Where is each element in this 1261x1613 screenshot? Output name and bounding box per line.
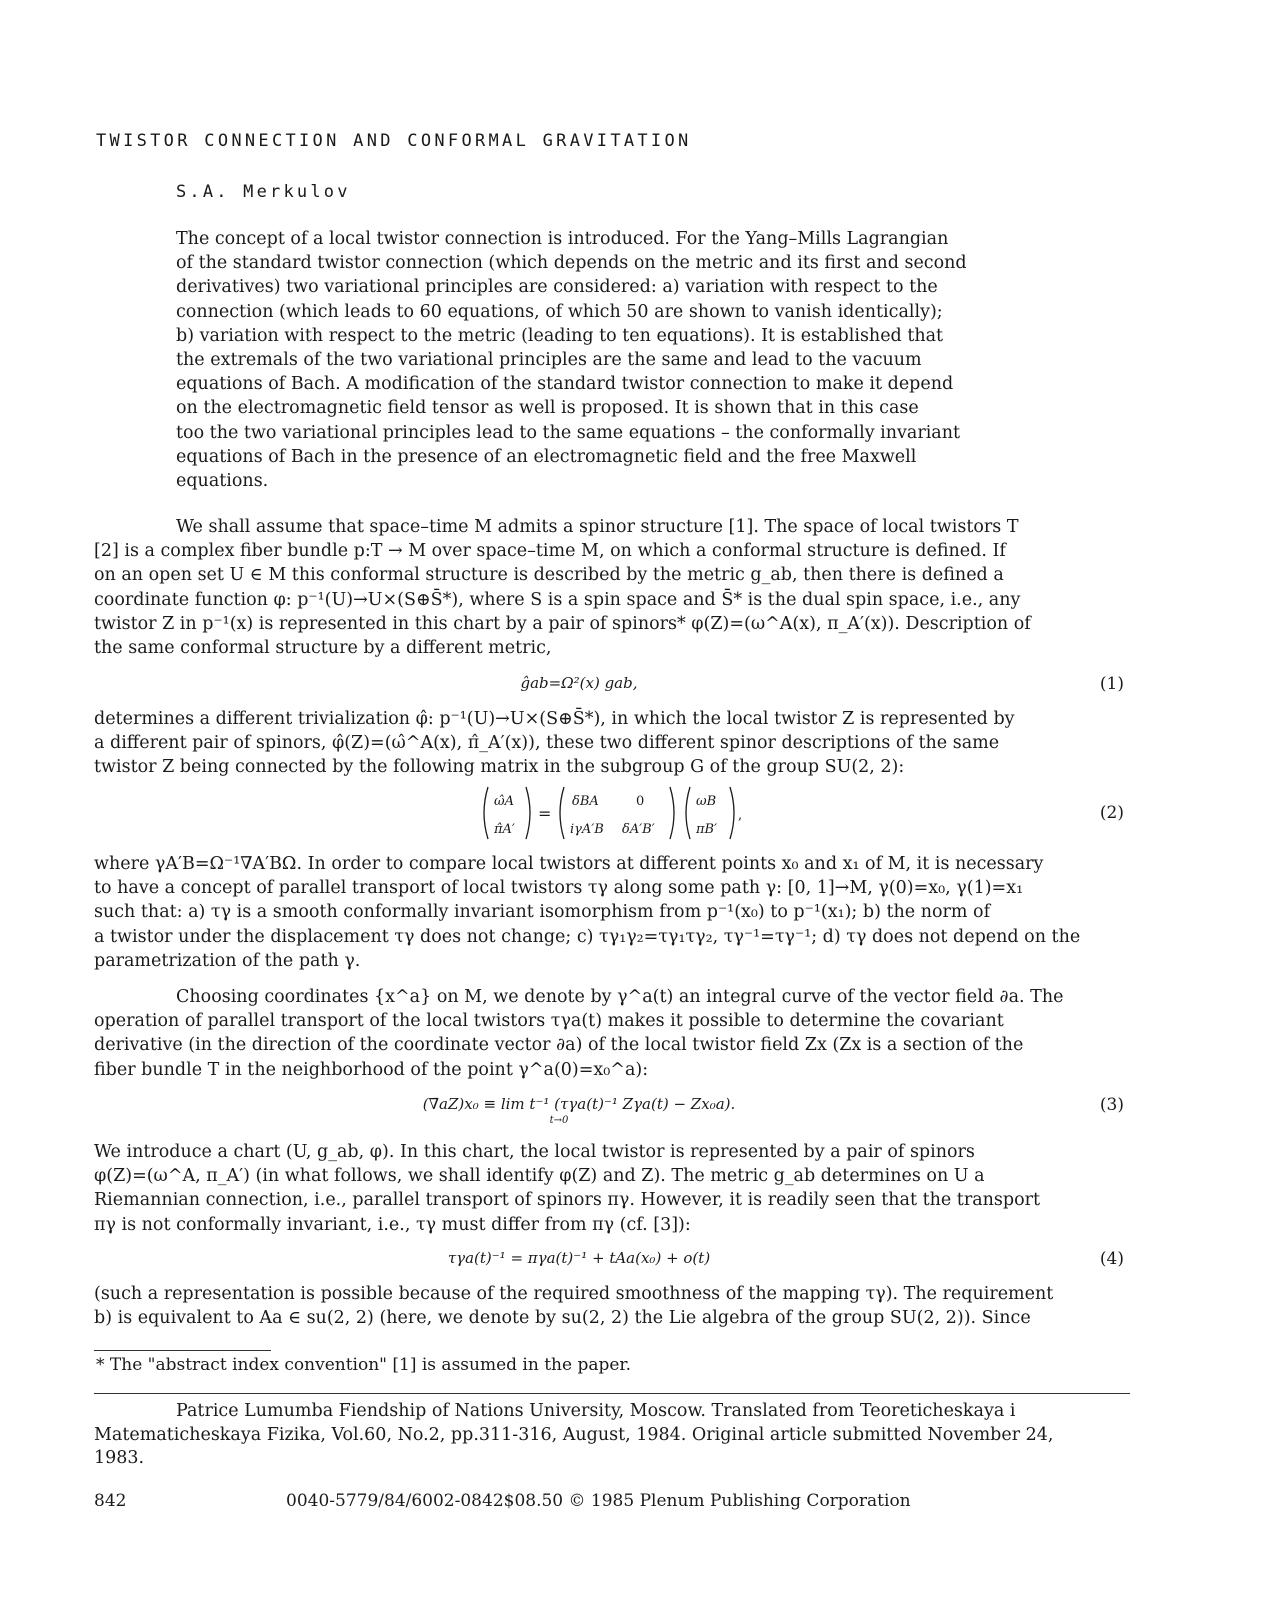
- body-line: the same conformal structure by a different metric,: [94, 637, 552, 658]
- page-number: 842: [94, 1491, 127, 1511]
- abstract-line: too the two variational principles lead to the same equations – the conformally invariant: [176, 422, 961, 443]
- eq2-m12: 0: [636, 794, 645, 809]
- equation-4-number: (4): [1099, 1249, 1124, 1269]
- eq2-rhs-bottom: πB′: [696, 822, 718, 837]
- paragraph-2: [94, 707, 1134, 780]
- eq2-m11: δBA: [572, 794, 599, 809]
- author-name: S.A. Merkulov: [176, 182, 351, 202]
- paper-title: TWISTOR CONNECTION AND CONFORMAL GRAVITATION: [96, 131, 692, 151]
- body-line: to have a concept of parallel transport of local twistors τγ along some path γ: [0, 1]→M, γ(0)=x₀, γ(1)=x₁: [94, 878, 1024, 899]
- equation-2-number: (2): [1099, 803, 1124, 823]
- svg-text:=: =: [538, 804, 552, 823]
- equation-3-number: (3): [1099, 1095, 1124, 1115]
- affiliation-divider: [94, 1393, 1130, 1394]
- abstract: [176, 227, 1016, 493]
- body-line: b) is equivalent to Aa ∈ su(2, 2) (here, we denote by su(2, 2) the Lie algebra of the group SU(2, 2)). Since: [94, 1308, 1031, 1329]
- abstract-line: The concept of a local twistor connection is introduced. For the Yang–Mills Lagrangian: [176, 229, 949, 249]
- body-line: πγ is not conformally invariant, i.e., τγ must differ from πγ (cf. [3]):: [94, 1214, 691, 1235]
- body-line: derivative (in the direction of the coordinate vector ∂a) of the local twistor field Zx (Zx is a section of the: [94, 1035, 1024, 1056]
- footnote-divider: [94, 1350, 271, 1351]
- equation-4: [94, 1249, 1124, 1271]
- abstract-line: equations of Bach. A modification of the standard twistor connection to make it depend: [176, 374, 954, 395]
- body-line: fiber bundle T in the neighborhood of the point γ^a(0)=x₀^a):: [94, 1059, 649, 1080]
- abstract-line: the extremals of the two variational principles are the same and lead to the vacuum: [176, 349, 922, 370]
- equation-1-body: ĝab=Ω²(x) gab,: [520, 674, 638, 692]
- body-line: φ(Z)=(ω^A, π_A′) (in what follows, we shall identify φ(Z) and Z). The metric g_ab determines on U a: [94, 1166, 985, 1187]
- eq2-rhs-top: ωB: [696, 794, 717, 809]
- equation-3: [94, 1095, 1124, 1129]
- affiliation-line: 1983.: [94, 1448, 145, 1468]
- eq2-m21: iγA′B: [570, 822, 604, 837]
- body-line: Riemannian connection, i.e., parallel transport of spinors πγ. However, it is readily seen that the transport: [94, 1190, 1041, 1211]
- body-line: such that: a) τγ is a smooth conformally invariant isomorphism from p⁻¹(x₀) to p⁻¹(x₁); b) the norm of: [94, 902, 991, 923]
- body-line: twistor Z being connected by the following matrix in the subgroup G of the group SU(2, 2):: [94, 757, 905, 778]
- body-line: We shall assume that space–time M admits a spinor structure [1]. The space of local twistors T: [176, 517, 1019, 537]
- paragraph-3: [94, 852, 1134, 973]
- abstract-line: equations of Bach in the presence of an electromagnetic field and the free Maxwell: [176, 446, 917, 467]
- abstract-line: derivatives) two variational principles are considered: a) variation with respect to the: [176, 277, 938, 298]
- equation-1-number: (1): [1099, 674, 1124, 694]
- footnote: * The "abstract index convention" [1] is assumed in the paper.: [96, 1355, 632, 1375]
- eq2-m22: δA′B′: [622, 822, 655, 837]
- body-line: a twistor under the displacement τγ does not change; c) τγ₁γ₂=τγ₁τγ₂, τγ⁻¹=τγ⁻¹; d) τγ does not depend on the: [94, 926, 1081, 947]
- abstract-line: equations.: [176, 470, 269, 491]
- body-line: where γA′B=Ω⁻¹∇A′BΩ. In order to compare local twistors at different points x₀ and x₁ of M, it is necessary: [94, 854, 1044, 874]
- equation-4-body: τγa(t)⁻¹ = πγa(t)⁻¹ + tAa(x₀) + o(t): [447, 1249, 711, 1267]
- equation-3-body: (∇̄aZ)x₀ ≡ lim t⁻¹ (τγa(t)⁻¹ Zγa(t) − Zx₀a).: [422, 1095, 736, 1113]
- eq2-lhs-top: ω̂A: [494, 794, 514, 809]
- body-line: coordinate function φ: p⁻¹(U)→U×(S⊕S̄*), where S is a spin space and S̄* is the dual spin space, i.e., any: [94, 589, 1021, 610]
- paragraph-6: [94, 1282, 1134, 1330]
- affiliation-line: Matematicheskaya Fizika, Vol.60, No.2, pp.311-316, August, 1984. Original article submitted November 24,: [94, 1424, 1054, 1445]
- eq2-lhs-bottom: π̂A′: [494, 822, 515, 837]
- body-line: on an open set U ∈ M this conformal structure is described by the metric g_ab, then there is defined a: [94, 565, 1004, 586]
- body-line: twistor Z in p⁻¹(x) is represented in this chart by a pair of spinors* φ(Z)=(ω^A(x), π_A′(x)). Description of: [94, 613, 1031, 634]
- body-line: operation of parallel transport of the local twistors τγa(t) makes it possible to determine the covariant: [94, 1011, 1004, 1032]
- body-line: determines a different trivialization φ̂: p⁻¹(U)→U×(S⊕S̄*), in which the local twistor Z is represented by: [94, 709, 1015, 729]
- body-line: Choosing coordinates {x^a} on M, we denote by γ^a(t) an integral curve of the vector field ∂a. The: [176, 987, 1064, 1007]
- body-line: a different pair of spinors, φ̂(Z)=(ω̂^A(x), π̂_A′(x)), these two different spinor descriptions of the same: [94, 733, 1000, 754]
- abstract-line: b) variation with respect to the metric (leading to ten equations). It is established that: [176, 325, 944, 346]
- paragraph-4: [94, 985, 1134, 1082]
- equation-1: [94, 674, 1124, 696]
- abstract-line: on the electromagnetic field tensor as well is proposed. It is shown that in this case: [176, 398, 919, 419]
- abstract-line: connection (which leads to 60 equations, of which 50 are shown to vanish identically);: [176, 301, 943, 322]
- affiliation-line: Patrice Lumumba Fiendship of Nations University, Moscow. Translated from Teoreticheskaya i: [176, 1401, 1016, 1421]
- equation-3-limit-sub: t→0: [549, 1115, 569, 1126]
- paragraph-1: [94, 515, 1134, 660]
- body-line: [2] is a complex fiber bundle p:T → M over space–time M, on which a conformal structure is defined. If: [94, 541, 1006, 562]
- copyright-line: 0040-5779/84/6002-0842$08.50 © 1985 Plenum Publishing Corporation: [286, 1491, 911, 1511]
- body-line: We introduce a chart (U, g_ab, φ). In this chart, the local twistor is represented by a pair of spinors: [94, 1142, 975, 1162]
- abstract-line: of the standard twistor connection (which depends on the metric and its first and second: [176, 253, 967, 274]
- paragraph-5: [94, 1140, 1134, 1237]
- svg-text:,: ,: [738, 808, 743, 823]
- equation-2-number-row: [94, 803, 1124, 825]
- body-line: (such a representation is possible because of the required smoothness of the mapping τγ). The requirement: [94, 1284, 1054, 1304]
- body-line: parametrization of the path γ.: [94, 950, 361, 971]
- affiliation-block: [94, 1400, 1134, 1471]
